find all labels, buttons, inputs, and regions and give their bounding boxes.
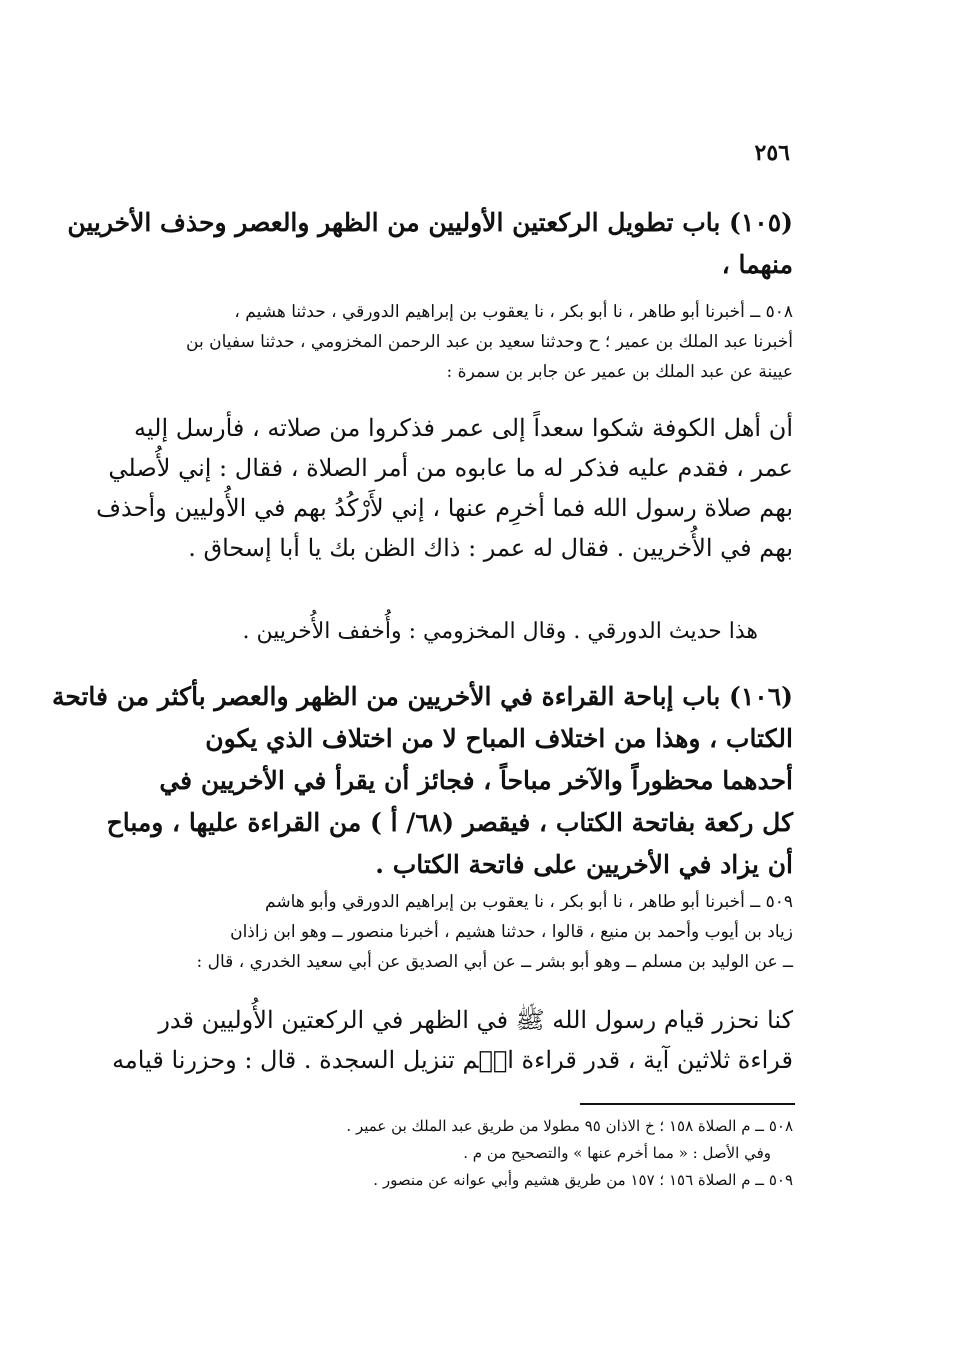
isnad-line: أخبرنا عبد الملك بن عمير ؛ ح وحدثنا سعيد بن عبد الرحمن المخزومي ، حدثنا سفيان بن — [186, 332, 793, 352]
matn-line: بهم صلاة رسول الله فما أخرِم عنها ، إني لأَرْكُدُ بهم في الأُوليين وأحذف — [96, 494, 793, 522]
matn-line: قراءة ثلاثين آية ، قدر قراءة الۤم تنزيل السجدة . قال : وحزرنا قيامه — [112, 1046, 793, 1074]
footnote-line: وفي الأصل : « مما أخرم عنها » والتصحيح من م . — [463, 1144, 771, 1162]
hadith-509-isnad — [131, 887, 793, 977]
chapter-106-heading — [51, 676, 793, 886]
hadith-508-source-note — [131, 612, 758, 652]
isnad-line: زياد بن أيوب وأحمد بن منيع ، قالوا ، حدثنا هشيم ، أخبرنا منصور ــ وهو ابن زاذان — [230, 922, 793, 942]
footnote-divider — [580, 1103, 795, 1105]
hadith-509-matn — [112, 1000, 793, 1080]
heading-line: أحدهما محظوراً والآخر مباحاً ، فجائز أن يقرأ في الأخريين في — [159, 766, 793, 795]
heading-line: (١٠٥) باب تطويل الركعتين الأوليين من الظهر والعصر وحذف الأخريين — [67, 208, 793, 237]
footnotes — [173, 1113, 793, 1194]
note-line: هذا حديث الدورقي . وقال المخزومي : وأُخفف الأُخريين . — [242, 619, 758, 644]
isnad-line: ــ عن الوليد بن مسلم ــ وهو أبو بشر ــ عن أبي الصديق عن أبي سعيد الخدري ، قال : — [196, 952, 793, 972]
heading-line: الكتاب ، وهذا من اختلاف المباح لا من اختلاف الذي يكون — [205, 724, 793, 753]
isnad-line: ٥٠٩ ــ أخبرنا أبو طاهر ، نا أبو بكر ، نا يعقوب بن إبراهيم الدورقي وأبو هاشم — [265, 892, 793, 912]
heading-line: (١٠٦) باب إباحة القراءة في الأخريين من الظهر والعصر بأكثر من فاتحة — [51, 682, 793, 711]
matn-line: بهم في الأُخريين . فقال له عمر : ذاك الظن بك يا أبا إسحاق . — [188, 534, 793, 562]
heading-line: كل ركعة بفاتحة الكتاب ، فيقصر (٦٨/ أ ) من القراءة عليها ، ومباح — [106, 808, 793, 837]
page-number: ٢٥٦ — [754, 140, 790, 166]
footnote-line: ٥٠٨ ــ م الصلاة ١٥٨ ؛ خ الاذان ٩٥ مطولا من طريق عبد الملك بن عمير . — [346, 1117, 793, 1135]
isnad-line: عيينة عن عبد الملك بن عمير عن جابر بن سمرة : — [446, 362, 793, 382]
chapter-105-heading — [67, 202, 793, 286]
heading-line: أن يزاد في الأخريين على فاتحة الكتاب . — [375, 850, 793, 879]
matn-line: عمر ، فقدم عليه فذكر له ما عابوه من أمر الصلاة ، فقال : إني لأُصلي — [108, 454, 793, 482]
matn-line: كنا نحزر قيام رسول الله ﷺ في الظهر في الركعتين الأُوليين قدر — [158, 1006, 793, 1034]
matn-line: أن أهل الكوفة شكوا سعداً إلى عمر فذكروا من صلاته ، فأرسل إليه — [134, 414, 793, 442]
heading-line: منهما ، — [721, 250, 793, 279]
hadith-508-isnad — [131, 297, 793, 387]
isnad-line: ٥٠٨ ــ أخبرنا أبو طاهر ، نا أبو بكر ، نا يعقوب بن إبراهيم الدورقي ، حدثنا هشيم ، — [234, 302, 793, 322]
footnote-line: ٥٠٩ ــ م الصلاة ١٥٦ ؛ ١٥٧ من طريق هشيم وأبي عوانه عن منصور . — [373, 1171, 793, 1189]
hadith-508-matn — [96, 408, 793, 568]
